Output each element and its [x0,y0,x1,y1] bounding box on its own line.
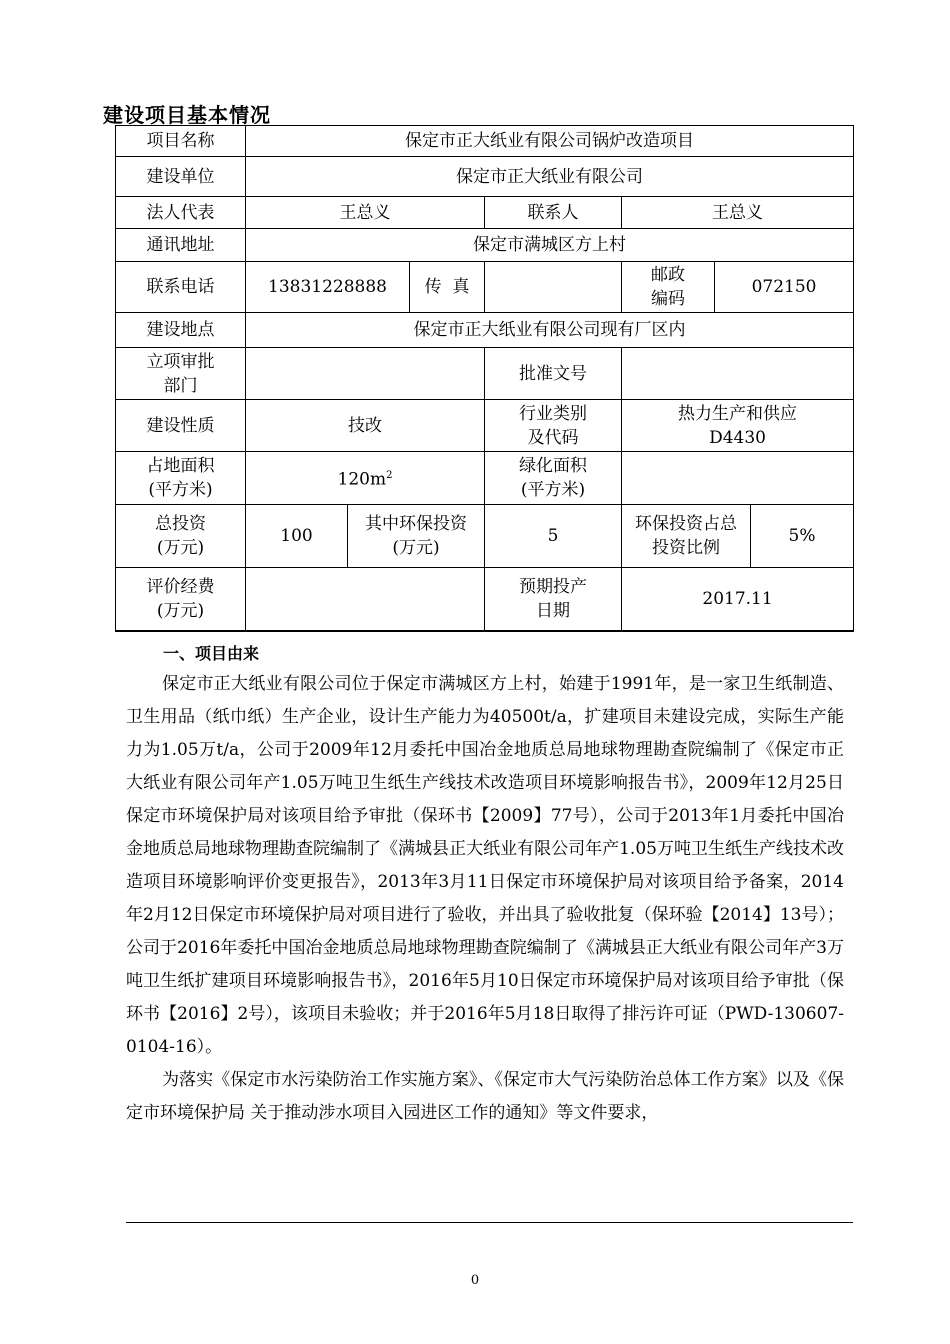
approval-no-value [622,348,854,400]
postcode-label: 邮政编码 [622,262,715,313]
paragraph-1: 保定市正大纸业有限公司位于保定市满城区方上村，始建于1991年，是一家卫生纸制造、卫生用品（纸巾纸）生产企业，设计生产能力为40500t/a，扩建项目未建设完成，实际生产能力为1.05万t/a，公司于2009年12月委托中国冶金地质总局地球物理勘查院编制了《保定市正大纸业有限公司年产1.05万吨卫生纸生产线技术改造项目环境影响报告书》，2009年12月25日保定市环境保护局对该项目给予审批（保环书【2009】77号），公司于2013年1月委托中国冶金地质总局地球物理勘查院编制了《满城县正大纸业有限公司年产1.05万吨卫生纸生产线技术改造项目环境影响评价变更报告》，2013年3月11日保定市环境保护局对该项目给予备案，2014年2月12日保定市环境保护局对项目进行了验收，并出具了验收批复（保环验【2014】13号）；公司于2016年委托中国冶金地质总局地球物理勘查院编制了《满城县正大纸业有限公司年产3万吨卫生纸扩建项目环境影响报告书》，2016年5月10日保定市环境保护局对该项目给予审批（保环书【2016】2号），该项目未验收；并于2016年5月18日取得了排污许可证（PWD-130607-0104-16）。 [126,674,844,1057]
env-invest-value: 5 [485,505,622,568]
site-label: 建设地点 [116,313,246,348]
industry-value [622,400,854,452]
fax-label: 传 真 [410,262,485,313]
phone-value: 13831228888 [246,262,410,313]
construction-unit-label: 建设单位 [116,157,246,197]
land-area-value: $120m^2$ [246,452,485,505]
env-ratio-label: 环保投资占总投资比例 [622,505,751,567]
env-ratio-value: 5% [788,526,816,546]
postcode-value: 072150 [715,262,854,313]
approval-no-label: 批准文号 [485,348,622,400]
nature-label: 建设性质 [116,400,246,452]
project-name-label: 项目名称 [116,126,246,157]
page-number: 0 [470,1273,480,1288]
green-area-label: 绿化面积(平方米) [485,452,622,505]
nature-value: 技改 [246,400,485,452]
approval-dept-value [246,348,485,400]
industry-name: 热力生产和供应 [678,403,798,424]
env-invest-label: 其中环保投资(万元) [348,505,485,568]
address-value: 保定市满城区方上村 [246,229,854,262]
total-invest-value: 100 [246,505,348,568]
fax-value [485,262,622,313]
eval-cost-label: 评价经费(万元) [116,568,246,631]
section-heading: 一、项目由来 [163,644,260,663]
construction-unit-value: 保定市正大纸业有限公司 [246,157,854,197]
total-invest-label: 总投资(万元) [116,505,246,568]
site-value: 保定市正大纸业有限公司现有厂区内 [246,313,854,348]
page-title: 建设项目基本情况 [103,103,271,127]
address-label: 通讯地址 [116,229,246,262]
project-name-value: 保定市正大纸业有限公司锅炉改造项目 [246,126,854,157]
env-ratio-cell [622,505,854,568]
phone-label: 联系电话 [116,262,246,313]
approval-dept-label: 立项审批部门 [116,348,246,400]
paragraph-2: 为落实《保定市水污染防治工作实施方案》、《保定市大气污染防治总体工作方案》以及《保定市环境保护局 关于推动涉水项目入园进区工作的通知》等文件要求， [126,1070,844,1123]
project-info-table [115,125,854,632]
legal-rep-label: 法人代表 [116,197,246,229]
production-date-value: 2017.11 [622,568,854,631]
body-text [126,668,844,1130]
industry-label: 行业类别及代码 [485,400,622,452]
contact-value: 王总义 [622,197,854,229]
contact-label: 联系人 [485,197,622,229]
legal-rep-value: 王总义 [246,197,485,229]
production-date-label: 预期投产日期 [485,568,622,631]
eval-cost-value [246,568,485,631]
industry-code: D4430 [709,427,766,448]
footer-rule [126,1222,853,1223]
land-area-label: 占地面积(平方米) [116,452,246,505]
green-area-value [622,452,854,505]
